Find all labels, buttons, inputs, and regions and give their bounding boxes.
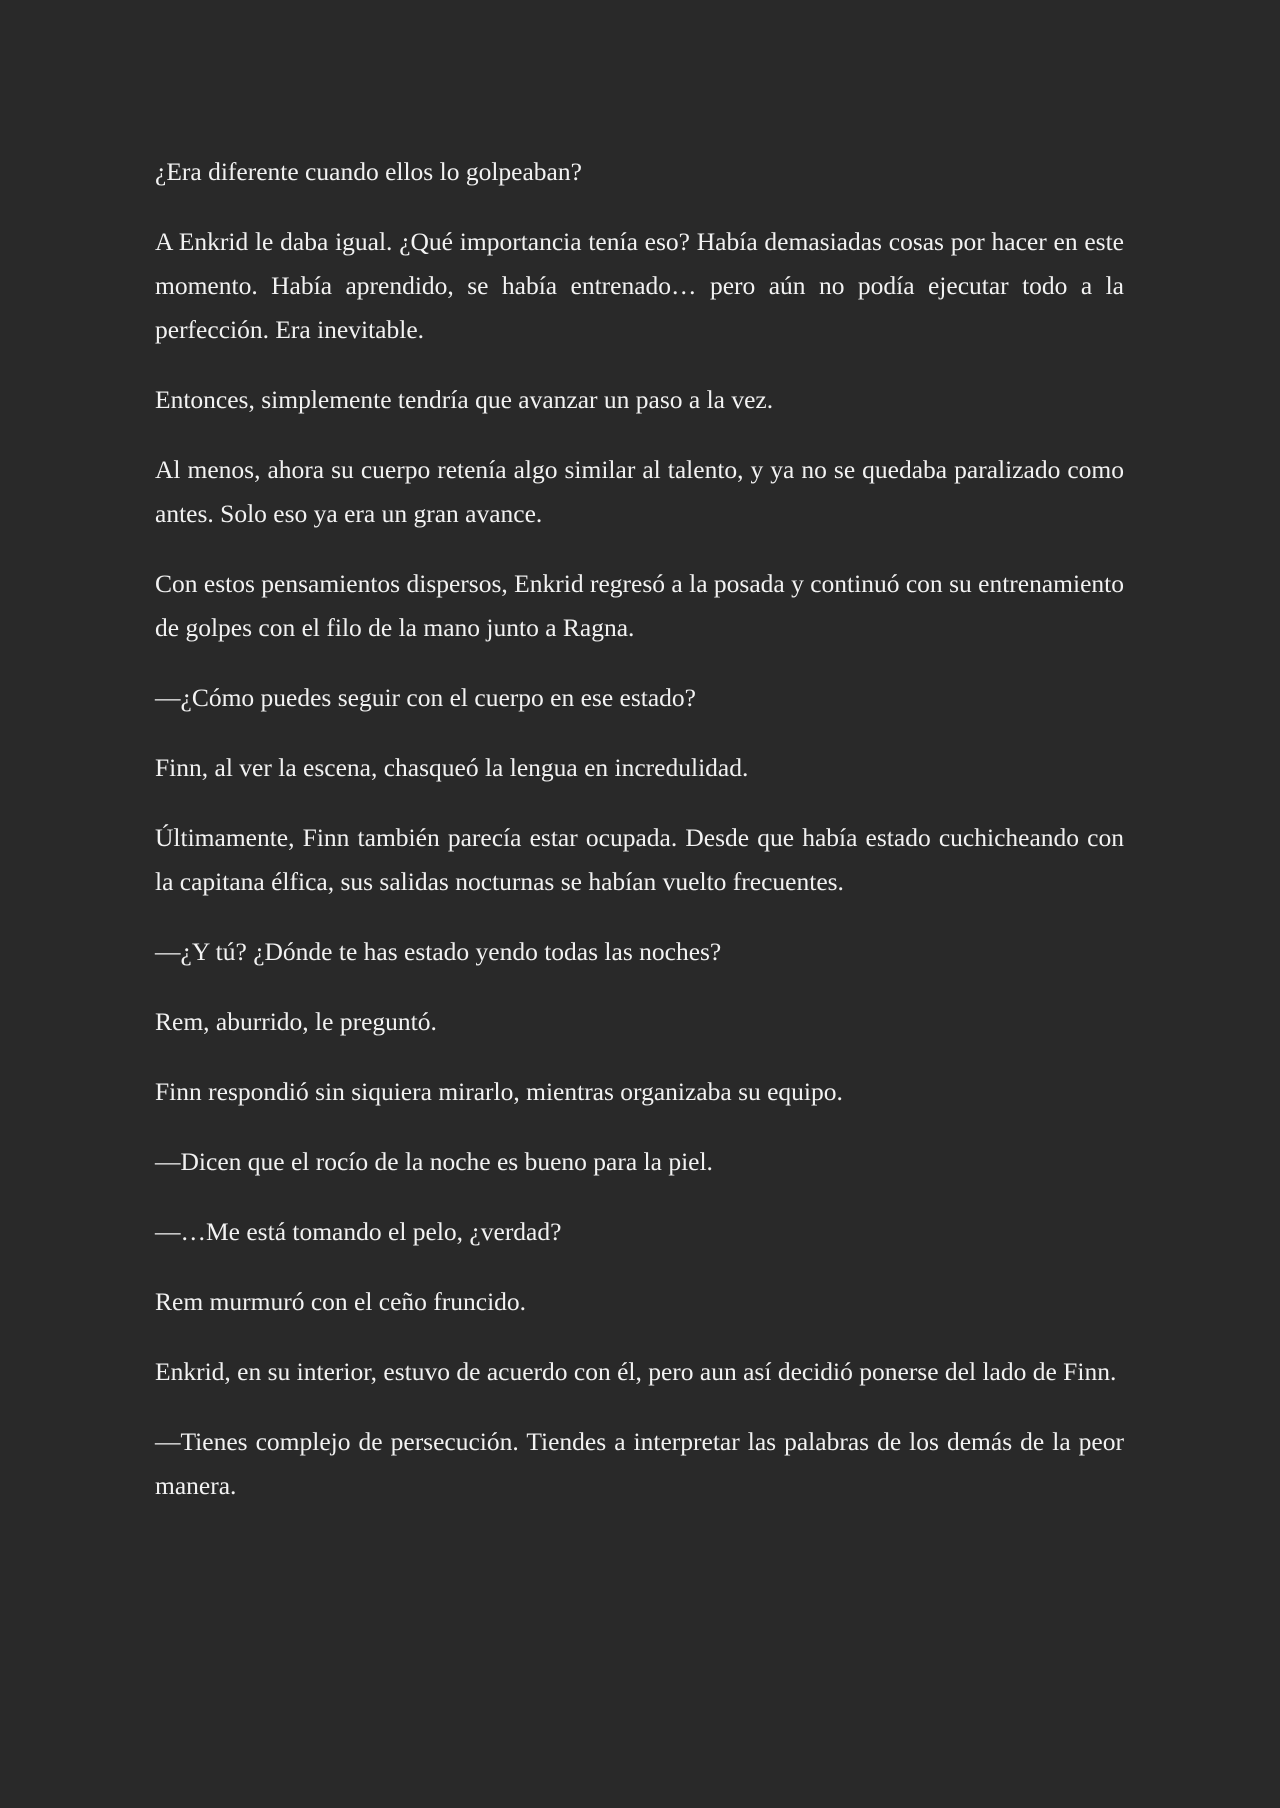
paragraph: Rem murmuró con el ceño fruncido. <box>155 1287 527 1316</box>
paragraph: —¿Y tú? ¿Dónde te has estado yendo todas las noches? <box>155 937 722 966</box>
paragraph: Al menos, ahora su cuerpo retenía algo similar al talento, y ya no se quedaba paralizado como antes. Solo eso ya era un gran avance. <box>155 455 1124 528</box>
paragraph: ¿Era diferente cuando ellos lo golpeaban? <box>155 157 582 186</box>
paragraph: Enkrid, en su interior, estuvo de acuerdo con él, pero aun así decidió ponerse del lado de Finn. <box>155 1357 1117 1386</box>
paragraph: Entonces, simplemente tendría que avanzar un paso a la vez. <box>155 385 774 414</box>
paragraph: Rem, aburrido, le preguntó. <box>155 1007 437 1036</box>
paragraph: —Dicen que el rocío de la noche es bueno para la piel. <box>155 1147 713 1176</box>
paragraph: —¿Cómo puedes seguir con el cuerpo en ese estado? <box>155 683 696 712</box>
paragraph: Finn respondió sin siquiera mirarlo, mientras organizaba su equipo. <box>155 1077 843 1106</box>
paragraph: —…Me está tomando el pelo, ¿verdad? <box>155 1217 562 1246</box>
document-body <box>155 150 1124 1534</box>
paragraph: Últimamente, Finn también parecía estar ocupada. Desde que había estado cuchicheando con la capitana élfica, sus salidas nocturnas se habían vuelto frecuentes. <box>155 823 1124 896</box>
paragraph: —Tienes complejo de persecución. Tiendes a interpretar las palabras de los demás de la peor manera. <box>155 1427 1124 1500</box>
paragraph: Finn, al ver la escena, chasqueó la lengua en incredulidad. <box>155 753 749 782</box>
paragraph: A Enkrid le daba igual. ¿Qué importancia tenía eso? Había demasiadas cosas por hacer en este momento. Había aprendido, se había entrenado… pero aún no podía ejecutar todo a la perfección. Era inevitable. <box>155 227 1124 344</box>
paragraph: Con estos pensamientos dispersos, Enkrid regresó a la posada y continuó con su entrenamiento de golpes con el filo de la mano junto a Ragna. <box>155 569 1124 642</box>
